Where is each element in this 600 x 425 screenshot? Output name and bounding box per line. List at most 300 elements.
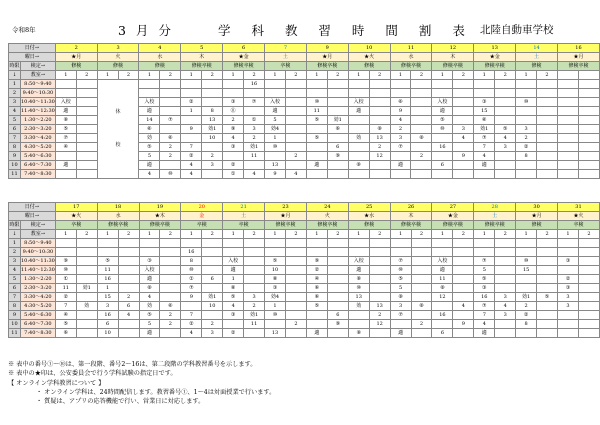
lesson-cell: 8 <box>516 152 537 161</box>
lesson-cell: ⑩ <box>181 266 202 275</box>
period-number: 1 <box>9 239 21 248</box>
lesson-cell: 9 <box>265 170 286 179</box>
room-cell: 1 <box>55 71 76 80</box>
lesson-cell: ③ <box>557 284 578 293</box>
lesson-cell: 1 <box>181 107 202 116</box>
period-number: 9 <box>9 152 21 161</box>
lesson-cell: ⑩ <box>516 98 537 107</box>
date-row-label: 日付→ <box>9 203 56 212</box>
lesson-cell <box>285 125 306 134</box>
exam-cell: 修検卒検 <box>390 221 432 230</box>
lesson-cell <box>285 143 306 152</box>
lesson-cell <box>557 152 578 161</box>
lesson-cell <box>285 311 306 320</box>
lesson-cell: 6 <box>432 329 453 338</box>
date-cell: 5 <box>181 44 223 53</box>
exam-row-label: 検定→ <box>20 221 55 230</box>
lesson-cell <box>55 170 76 179</box>
lesson-cell: 5 <box>390 284 411 293</box>
lesson-cell: 15 <box>516 266 537 275</box>
timetable-first-half <box>8 43 600 179</box>
exam-cell: 修検卒検 <box>474 221 516 230</box>
lesson-cell <box>202 98 223 107</box>
date-cell: 23 <box>265 203 307 212</box>
lesson-cell <box>411 107 432 116</box>
lesson-cell: ⑧ <box>348 329 369 338</box>
lesson-cell: 4 <box>390 116 411 125</box>
room-cell: 1 <box>306 71 327 80</box>
lesson-cell <box>285 329 306 338</box>
lesson-cell <box>411 116 432 125</box>
weekday-cell: 水 <box>97 212 139 221</box>
weekday-cell: 土 <box>516 53 558 62</box>
period-number: 4 <box>9 266 21 275</box>
lesson-cell <box>578 170 599 179</box>
lesson-cell: 2 <box>118 293 139 302</box>
lesson-cell: 6 <box>327 143 348 152</box>
lesson-cell <box>537 302 558 311</box>
lesson-cell <box>537 98 558 107</box>
lesson-cell <box>285 275 306 284</box>
lesson-cell <box>327 98 348 107</box>
lesson-cell: ⑥ <box>474 116 495 125</box>
room-cell: 2 <box>327 71 348 80</box>
lesson-cell: 2 <box>160 152 181 161</box>
lesson-cell <box>348 248 369 257</box>
lesson-cell: 8 <box>202 107 223 116</box>
lesson-cell <box>160 329 181 338</box>
lesson-cell <box>495 320 516 329</box>
lesson-cell <box>453 257 474 266</box>
period-time: 5:40～6:30 <box>20 311 55 320</box>
room-cell: 2 <box>118 71 139 80</box>
notes <box>8 360 598 406</box>
lesson-cell <box>557 107 578 116</box>
lesson-cell <box>55 89 76 98</box>
lesson-cell: 適 <box>55 161 76 170</box>
lesson-cell: 適 <box>474 329 495 338</box>
room-cell <box>557 71 578 80</box>
period-time: 9:40～10:30 <box>20 248 55 257</box>
room-cell: 2 <box>160 230 181 239</box>
lesson-cell: ② <box>306 266 327 275</box>
date-cell: 9 <box>306 44 348 53</box>
lesson-cell <box>118 239 139 248</box>
lesson-cell <box>223 80 244 89</box>
room-cell: 1 <box>516 230 537 239</box>
lesson-cell: 1 <box>265 302 286 311</box>
lesson-cell <box>76 125 97 134</box>
lesson-cell: ③ <box>474 284 495 293</box>
lesson-cell <box>537 134 558 143</box>
lesson-cell <box>495 98 516 107</box>
lesson-cell: 9 <box>181 125 202 134</box>
lesson-cell <box>76 311 97 320</box>
lesson-cell <box>327 89 348 98</box>
exam-cell: 修検卒検 <box>557 62 599 71</box>
weekday-cell: 木 <box>390 212 432 221</box>
lesson-cell: ② <box>223 161 244 170</box>
lesson-cell: ③ <box>139 257 160 266</box>
lesson-cell <box>557 143 578 152</box>
lesson-cell: 4 <box>453 302 474 311</box>
lesson-cell <box>285 266 306 275</box>
room-cell: 2 <box>411 71 432 80</box>
lesson-cell: ③ <box>474 98 495 107</box>
lesson-cell: ⑩ <box>432 125 453 134</box>
lesson-cell: ⑥ <box>160 302 181 311</box>
lesson-cell <box>327 275 348 284</box>
lesson-cell: 16 <box>474 293 495 302</box>
lesson-cell <box>76 143 97 152</box>
lesson-cell <box>76 329 97 338</box>
weekday-row-label: 曜日→ <box>9 212 56 221</box>
lesson-cell <box>474 239 495 248</box>
lesson-cell <box>390 239 411 248</box>
lesson-cell <box>432 80 453 89</box>
lesson-cell <box>306 170 327 179</box>
period-number: 3 <box>9 98 21 107</box>
lesson-cell <box>348 143 369 152</box>
lesson-cell: ⑧ <box>265 275 286 284</box>
lesson-cell: ⑥ <box>390 98 411 107</box>
lesson-cell: ⑧ <box>432 284 453 293</box>
note-3: 【 オンライン学科教習について 】 <box>8 379 105 387</box>
lesson-cell <box>495 170 516 179</box>
lesson-cell <box>76 161 97 170</box>
lesson-cell <box>244 89 265 98</box>
lesson-cell <box>160 248 181 257</box>
lesson-cell <box>348 125 369 134</box>
date-cell: 4 <box>139 44 181 53</box>
lesson-cell: 入校 <box>348 98 369 107</box>
lesson-cell: 適 <box>348 266 369 275</box>
lesson-cell <box>223 320 244 329</box>
room-cell: 1 <box>390 230 411 239</box>
lesson-cell <box>516 89 537 98</box>
month-label: 3 月 分 <box>118 23 174 38</box>
period-number: 9 <box>9 311 21 320</box>
room-cell: 2 <box>118 230 139 239</box>
lesson-cell <box>537 152 558 161</box>
lesson-cell <box>537 116 558 125</box>
lesson-cell <box>578 248 599 257</box>
lesson-cell <box>578 302 599 311</box>
lesson-cell <box>202 89 223 98</box>
lesson-cell <box>369 89 390 98</box>
room-cell: 2 <box>537 230 558 239</box>
date-cell: 3 <box>97 44 139 53</box>
lesson-cell <box>202 257 223 266</box>
lesson-cell: 適 <box>474 161 495 170</box>
lesson-cell: 13 <box>369 134 390 143</box>
lesson-cell: ⑥ <box>306 293 327 302</box>
lesson-cell <box>181 302 202 311</box>
lesson-cell <box>369 275 390 284</box>
lesson-cell <box>244 239 265 248</box>
lesson-cell <box>432 152 453 161</box>
lesson-cell <box>474 248 495 257</box>
lesson-cell <box>369 329 390 338</box>
room-cell: 1 <box>432 230 453 239</box>
lesson-cell <box>578 98 599 107</box>
lesson-cell: ③ <box>223 311 244 320</box>
lesson-cell <box>244 329 265 338</box>
room-cell: 2 <box>369 230 390 239</box>
lesson-cell <box>306 143 327 152</box>
period-number: 5 <box>9 275 21 284</box>
lesson-cell <box>285 161 306 170</box>
lesson-cell: 適 <box>265 107 286 116</box>
period-number: 4 <box>9 107 21 116</box>
lesson-cell: ⑥ <box>306 284 327 293</box>
lesson-cell: ⑨ <box>223 125 244 134</box>
lesson-cell <box>390 248 411 257</box>
lesson-cell: 入校 <box>55 98 76 107</box>
room-cell: 1 <box>474 71 495 80</box>
lesson-cell <box>327 248 348 257</box>
date-cell: 2 <box>55 44 97 53</box>
lesson-cell <box>160 125 181 134</box>
lesson-cell <box>55 239 76 248</box>
lesson-cell: ⑤ <box>139 143 160 152</box>
jigen-label: 時限 <box>9 62 20 69</box>
exam-row-label: 検定→ <box>20 62 55 71</box>
period-number: 5 <box>9 116 21 125</box>
lesson-cell <box>411 170 432 179</box>
lesson-cell <box>578 125 599 134</box>
lesson-cell <box>369 107 390 116</box>
lesson-cell: 8 <box>516 320 537 329</box>
lesson-cell: ⑤ <box>55 320 76 329</box>
exam-cell: 修検 <box>55 62 97 71</box>
lesson-cell <box>327 302 348 311</box>
lesson-cell <box>285 257 306 266</box>
lesson-cell <box>97 239 118 248</box>
lesson-cell <box>537 257 558 266</box>
period-number: 11 <box>9 170 21 179</box>
lesson-cell <box>285 107 306 116</box>
period-number: 6 <box>9 284 21 293</box>
lesson-cell <box>76 116 97 125</box>
date-cell: 28 <box>474 203 516 212</box>
lesson-cell <box>306 320 327 329</box>
lesson-cell <box>160 284 181 293</box>
lesson-cell <box>76 80 97 89</box>
lesson-cell: ⑨ <box>327 320 348 329</box>
room-cell: 2 <box>453 230 474 239</box>
date-cell: 19 <box>139 203 181 212</box>
lesson-cell <box>557 248 578 257</box>
lesson-cell <box>453 143 474 152</box>
lesson-cell <box>453 248 474 257</box>
lesson-cell <box>537 284 558 293</box>
lesson-cell <box>160 80 181 89</box>
lesson-cell <box>369 257 390 266</box>
lesson-cell: 13 <box>202 116 223 125</box>
lesson-cell <box>453 275 474 284</box>
period-time: 11:40～12:30 <box>20 107 55 114</box>
period-time: 2:30～3:20 <box>20 125 55 134</box>
jigen-label: 時限 <box>9 221 20 228</box>
lesson-cell <box>537 311 558 320</box>
lesson-cell: 2 <box>369 311 390 320</box>
lesson-cell <box>390 170 411 179</box>
lesson-cell: ② <box>55 293 76 302</box>
lesson-cell <box>118 248 139 257</box>
lesson-cell: 9 <box>181 293 202 302</box>
lesson-cell <box>327 257 348 266</box>
lesson-cell <box>160 107 181 116</box>
lesson-cell: 4 <box>495 134 516 143</box>
lesson-cell: 2 <box>160 311 181 320</box>
lesson-cell <box>578 107 599 116</box>
lesson-cell: ⑩ <box>348 284 369 293</box>
lesson-cell: 1 <box>97 284 118 293</box>
lesson-cell: 13 <box>348 293 369 302</box>
lesson-cell <box>557 311 578 320</box>
lesson-cell <box>285 80 306 89</box>
lesson-cell: ⑪ <box>223 107 244 116</box>
lesson-cell <box>327 293 348 302</box>
lesson-cell: 1 <box>265 134 286 143</box>
exam-cell: 修検卒検 <box>474 62 516 71</box>
period-time: 11:40～12:30 <box>20 266 55 273</box>
lesson-cell <box>181 239 202 248</box>
lesson-cell: ③ <box>265 284 286 293</box>
lesson-cell <box>537 329 558 338</box>
lesson-cell <box>306 239 327 248</box>
lesson-cell: 6 <box>432 161 453 170</box>
lesson-cell: 効 <box>139 134 160 143</box>
exam-cell: 修検 <box>139 62 181 71</box>
lesson-cell <box>285 302 306 311</box>
lesson-cell: 3 <box>557 302 578 311</box>
lesson-cell <box>390 320 411 329</box>
weekday-cell: ★金 <box>474 53 516 62</box>
lesson-cell <box>76 152 97 161</box>
room-cell: 2 <box>202 230 223 239</box>
period-number: 7 <box>9 134 21 143</box>
lesson-cell <box>432 302 453 311</box>
room-cell: 2 <box>495 230 516 239</box>
lesson-cell <box>578 329 599 338</box>
lesson-cell: 11 <box>244 152 265 161</box>
lesson-cell <box>348 116 369 125</box>
exam-cell: 修検卒検 <box>432 62 474 71</box>
lesson-cell <box>578 257 599 266</box>
lesson-cell <box>306 311 327 320</box>
date-cell: 13 <box>474 44 516 53</box>
lesson-cell: 16 <box>181 248 202 257</box>
lesson-cell <box>495 152 516 161</box>
room-cell: 2 <box>495 71 516 80</box>
period-time: 6:40～7:30 <box>20 161 55 170</box>
lesson-cell <box>369 161 390 170</box>
exam-cell: 卒検 <box>557 221 599 230</box>
lesson-cell: 適 <box>306 329 327 338</box>
lesson-cell <box>327 239 348 248</box>
lesson-cell: 効 <box>139 302 160 311</box>
lesson-cell <box>578 311 599 320</box>
exam-cell: 卒検 <box>223 221 265 230</box>
lesson-cell <box>327 329 348 338</box>
lesson-cell <box>516 248 537 257</box>
lesson-cell <box>160 161 181 170</box>
room-cell <box>578 71 599 80</box>
lesson-cell <box>55 248 76 257</box>
lesson-cell: ⑦ <box>474 302 495 311</box>
lesson-cell <box>369 170 390 179</box>
lesson-cell: 8 <box>181 257 202 266</box>
lesson-cell <box>537 80 558 89</box>
lesson-cell <box>139 239 160 248</box>
weekday-cell: 水 <box>390 53 432 62</box>
lesson-cell: 11 <box>306 107 327 116</box>
lesson-cell: 3 <box>97 302 118 311</box>
lesson-cell <box>557 89 578 98</box>
lesson-cell <box>411 257 432 266</box>
lesson-cell: 7 <box>181 311 202 320</box>
room-cell: 2 <box>411 230 432 239</box>
lesson-cell: 5 <box>265 116 286 125</box>
lesson-cell <box>76 239 97 248</box>
lesson-cell <box>453 329 474 338</box>
lesson-cell <box>348 239 369 248</box>
lesson-cell <box>578 152 599 161</box>
lesson-cell: 3 <box>202 329 223 338</box>
period-number: 3 <box>9 257 21 266</box>
lesson-cell <box>97 248 118 257</box>
lesson-cell: 2 <box>244 302 265 311</box>
lesson-cell: ② <box>181 152 202 161</box>
lesson-cell <box>118 275 139 284</box>
school-name: 北陸自動車学校 <box>480 24 554 36</box>
lesson-cell <box>160 257 181 266</box>
lesson-cell <box>495 275 516 284</box>
lesson-cell <box>432 239 453 248</box>
lesson-cell <box>411 275 432 284</box>
room-cell: 1 <box>181 71 202 80</box>
lesson-cell: 11 <box>432 275 453 284</box>
lesson-cell: ⑤ <box>306 302 327 311</box>
lesson-cell: ③ <box>223 143 244 152</box>
lesson-cell <box>160 266 181 275</box>
lesson-cell <box>557 80 578 89</box>
lesson-cell <box>244 284 265 293</box>
lesson-cell: 効1 <box>516 293 537 302</box>
date-cell: 27 <box>432 203 474 212</box>
lesson-cell <box>578 143 599 152</box>
lesson-cell <box>474 89 495 98</box>
lesson-cell <box>265 320 286 329</box>
lesson-cell: 4 <box>139 170 160 179</box>
lesson-cell: 2 <box>244 134 265 143</box>
period-number: 10 <box>9 320 21 329</box>
lesson-cell <box>327 134 348 143</box>
lesson-cell <box>495 266 516 275</box>
lesson-cell <box>537 107 558 116</box>
lesson-cell: ⑤ <box>265 257 286 266</box>
date-cell: 11 <box>390 44 432 53</box>
lesson-cell: ⑦ <box>55 134 76 143</box>
lesson-cell <box>76 134 97 143</box>
lesson-cell <box>265 80 286 89</box>
lesson-cell <box>139 80 160 89</box>
lesson-cell <box>348 311 369 320</box>
lesson-cell: 7 <box>474 143 495 152</box>
lesson-cell: 2 <box>285 152 306 161</box>
